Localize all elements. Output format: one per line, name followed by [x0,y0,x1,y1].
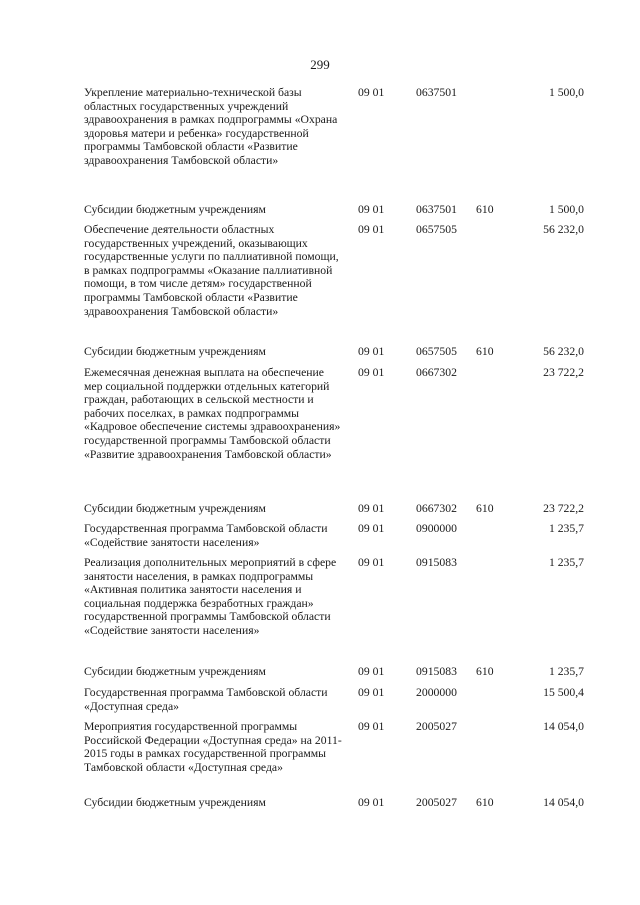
budget-table [0,86,640,816]
table-row [0,203,640,223]
row-expense-type: 610 [476,345,494,358]
row-description: Субсидии бюджетным учреждениям [84,665,266,678]
table-row [0,665,640,686]
row-target-code: 2000000 [416,686,457,699]
row-amount: 56 232,0 [543,345,584,358]
row-target-code: 0657505 [416,223,457,236]
row-section: 09 01 [358,86,385,99]
row-target-code: 0657505 [416,345,457,358]
row-amount: 14 054,0 [543,796,584,809]
table-row [0,345,640,366]
row-expense-type: 610 [476,203,494,216]
row-target-code: 0915083 [416,665,457,678]
row-target-code: 0637501 [416,86,457,99]
row-amount: 14 054,0 [543,720,584,733]
table-row [0,796,640,816]
row-description: Мероприятия государственной программы Российской Федерации «Доступная среда» на 2011-2015 годы в рамках государственной программы Тамбовской области «Доступная среда» [84,720,342,774]
row-target-code: 0900000 [416,522,457,535]
row-expense-type: 610 [476,502,494,515]
table-row [0,502,640,522]
row-amount: 15 500,4 [543,686,584,699]
row-amount: 1 235,7 [548,522,584,535]
row-amount: 1 500,0 [548,203,584,216]
row-amount: 56 232,0 [543,223,584,236]
row-target-code: 0667302 [416,502,457,515]
row-section: 09 01 [358,686,385,699]
table-row [0,720,640,796]
row-section: 09 01 [358,556,385,569]
row-section: 09 01 [358,522,385,535]
table-row [0,86,640,203]
row-description: Субсидии бюджетным учреждениям [84,345,266,358]
row-description: Обеспечение деятельности областных государственных учреждений, оказывающих государственные услуги по паллиативной помощи, в рамках подпрограммы «Оказание паллиативной помощи, в том числе детям» государственной программы Тамбовской области «Развитие здравоохранения Тамбовской области» [84,223,339,318]
row-amount: 1 235,7 [548,665,584,678]
row-target-code: 2005027 [416,796,457,809]
table-row [0,366,640,502]
row-description: Субсидии бюджетным учреждениям [84,502,266,515]
row-amount: 23 722,2 [543,502,584,515]
row-expense-type: 610 [476,665,494,678]
row-section: 09 01 [358,366,385,379]
row-amount: 1 235,7 [548,556,584,569]
row-description: Укрепление материально-технической базы областных государственных учреждений здравоохранения в рамках подпрограммы «Охрана здоровья матери и ребенка» государственной программы Тамбовской области «Развитие здравоохранения Тамбовской области» [84,86,338,167]
table-row [0,686,640,720]
row-description: Субсидии бюджетным учреждениям [84,203,266,216]
row-description: Государственная программа Тамбовской области «Содействие занятости населения» [84,522,328,549]
row-target-code: 2005027 [416,720,457,733]
row-section: 09 01 [358,665,385,678]
row-target-code: 0637501 [416,203,457,216]
row-section: 09 01 [358,223,385,236]
row-target-code: 0915083 [416,556,457,569]
row-section: 09 01 [358,796,385,809]
row-section: 09 01 [358,345,385,358]
row-amount: 23 722,2 [543,366,584,379]
table-row [0,223,640,345]
row-description: Ежемесячная денежная выплата на обеспечение мер социальной поддержки отдельных категорий граждан, работающих в сельской местности и рабочих поселках, в рамках подпрограммы «Кадровое обеспечение системы здравоохранения» государственной программы Тамбовской области «Развитие здравоохранения Тамбовской области» [84,366,341,461]
table-row [0,556,640,665]
row-description: Государственная программа Тамбовской области «Доступная среда» [84,686,328,713]
row-section: 09 01 [358,720,385,733]
row-description: Реализация дополнительных мероприятий в сфере занятости населения, в рамках подпрограммы «Активная политика занятости населения и социальная поддержка безработных граждан» государственной программы Тамбовской области «Содействие занятости населения» [84,556,337,637]
row-section: 09 01 [358,502,385,515]
row-expense-type: 610 [476,796,494,809]
page-number: 299 [310,57,330,72]
row-target-code: 0667302 [416,366,457,379]
row-description: Субсидии бюджетным учреждениям [84,796,266,809]
table-row [0,522,640,556]
row-section: 09 01 [358,203,385,216]
row-amount: 1 500,0 [548,86,584,99]
